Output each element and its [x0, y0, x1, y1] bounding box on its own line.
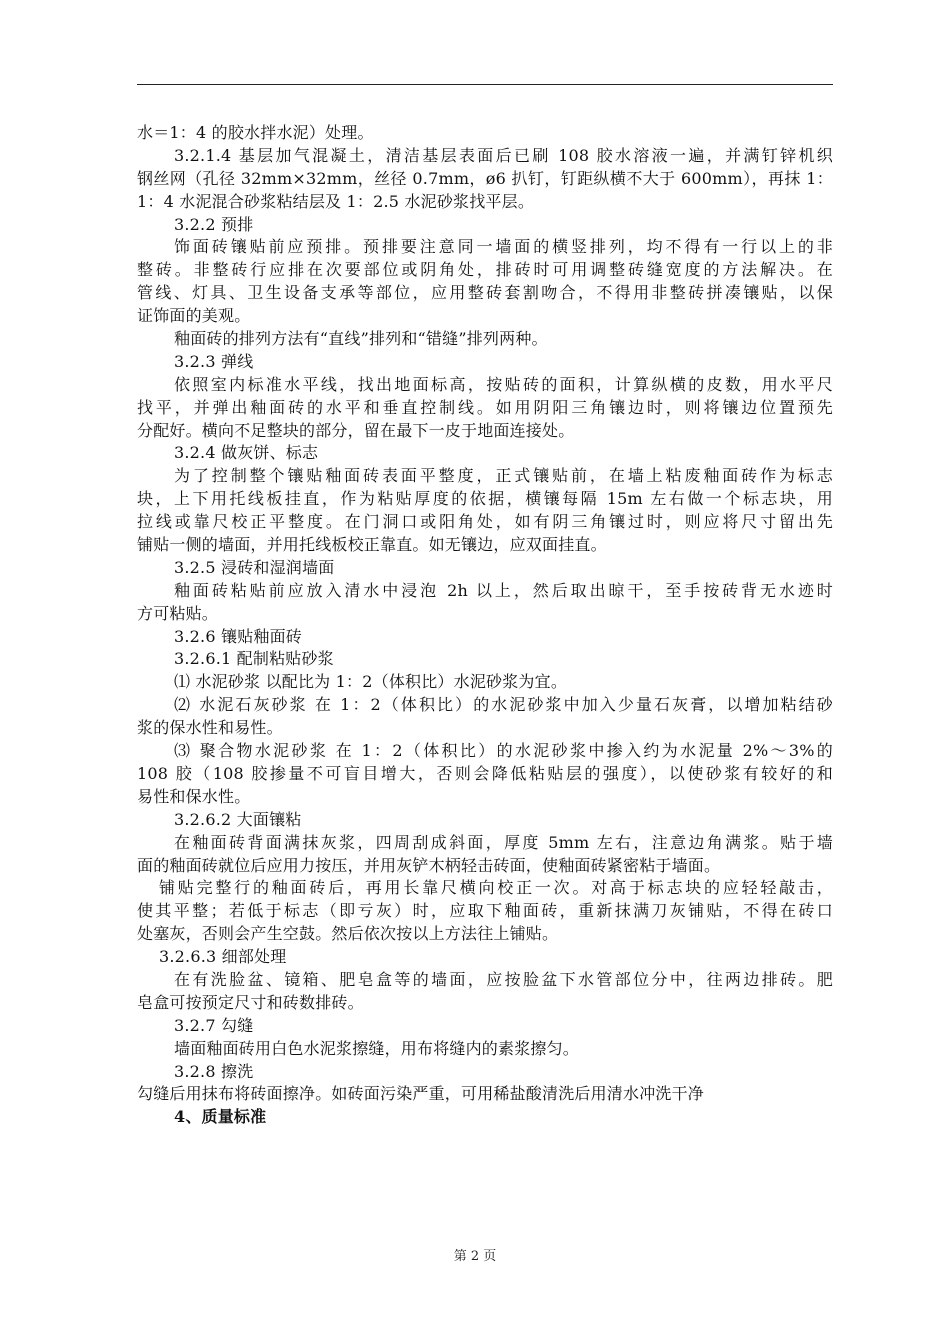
- header-rule: [137, 84, 833, 85]
- section-heading: 3.2.4 做灰饼、标志: [174, 443, 319, 463]
- text-line: 整砖。非整砖行应排在次要部位或阴角处，排砖时可用调整砖缝宽度的方法解决。在: [137, 260, 833, 280]
- text-line: 易性和保水性。: [137, 786, 251, 806]
- text-line: 依照室内标准水平线，找出地面标高，按贴砖的面积，计算纵横的皮数，用水平尺: [174, 374, 833, 394]
- chapter-heading: 4、质量标准: [174, 1107, 267, 1127]
- text-line: 108 胶（108 胶掺量不可盲目增大，否则会降低粘贴层的强度），以使砂浆有较好的和: [137, 763, 833, 783]
- text-line: 1：4 水泥混合砂浆粘结层及 1：2.5 水泥砂浆找平层。: [137, 191, 535, 211]
- text-line: 饰面砖镶贴前应预排。预排要注意同一墙面的横竖排列，均不得有一行以上的非: [174, 237, 833, 257]
- page-number-footer: 第 2 页: [453, 1249, 497, 1264]
- text-line: 釉面砖的排列方法有“直线”排列和“错缝”排列两种。: [174, 329, 548, 349]
- text-line: 钢丝网（孔径 32mm×32mm，丝径 0.7mm，ø6 扒钉，钉距纵横不大于 600mm），再抹 1：: [137, 168, 833, 188]
- text-line: 铺贴完整行的釉面砖后，再用长靠尺横向校正一次。对高于标志块的应轻轻敲击，: [159, 878, 833, 898]
- text-line: 方可粘贴。: [137, 603, 219, 623]
- text-line: 使其平整；若低于标志（即亏灰）时，应取下釉面砖，重新抹满刀灰铺贴，不得在砖口: [137, 901, 833, 921]
- text-line: 找平，并弹出釉面砖的水平和垂直控制线。如用阴阳三角镶边时，则将镶边位置预先: [137, 397, 833, 417]
- text-line: 勾缝后用抹布将砖面擦净。如砖面污染严重，可用稀盐酸清洗后用清水冲洗干净: [137, 1084, 705, 1104]
- section-heading: 3.2.5 浸砖和湿润墙面: [174, 557, 335, 577]
- list-item: ⑴ 水泥砂浆 以配比为 1：2（体积比）水泥砂浆为宜。: [174, 672, 568, 692]
- section-heading: 3.2.6.2 大面镶粘: [174, 809, 302, 829]
- section-heading: 3.2.7 勾缝: [174, 1015, 254, 1035]
- section-heading: 3.2.8 擦洗: [174, 1061, 254, 1081]
- text-line: 为了控制整个镶贴釉面砖表面平整度，正式镶贴前，在墙上粘废釉面砖作为标志: [174, 466, 833, 486]
- text-line: 在有洗脸盆、镜箱、肥皂盒等的墙面，应按脸盆下水管部位分中，往两边排砖。肥: [174, 969, 833, 989]
- section-heading: 3.2.6.1 配制粘贴砂浆: [174, 649, 334, 669]
- text-line: 皂盒可按预定尺寸和砖数排砖。: [137, 992, 364, 1012]
- text-line: 在釉面砖背面满抹灰浆，四周刮成斜面，厚度 5mm 左右，注意边角满浆。贴于墙: [174, 832, 833, 852]
- text-line: 浆的保水性和易性。: [137, 718, 283, 738]
- text-line: 拉线或靠尺校正平整度。在门洞口或阳角处，如有阴三角镶过时，则应将尺寸留出先: [137, 512, 833, 532]
- list-item: ⑵ 水泥石灰砂浆 在 1：2（体积比）的水泥砂浆中加入少量石灰膏，以增加粘结砂: [174, 695, 833, 715]
- text-line: 3.2.1.4 基层加气混凝土，清洁基层表面后已刷 108 胶水溶液一遍，并满钉锌机织: [174, 145, 833, 165]
- text-line: 管线、灯具、卫生设备支承等部位，应用整砖套割吻合，不得用非整砖拼凑镶贴，以保: [137, 283, 833, 303]
- text-line: 铺贴一侧的墙面，并用托线板校正靠直。如无镶边，应双面挂直。: [137, 535, 607, 555]
- section-heading: 3.2.2 预排: [174, 214, 254, 234]
- text-line: 块，上下用托线板挂直，作为粘贴厚度的依据，横镶每隔 15m 左右做一个标志块，用: [137, 489, 833, 509]
- body-text: [137, 122, 833, 1129]
- text-line: 证饰面的美观。: [137, 306, 251, 326]
- text-line: 釉面砖粘贴前应放入清水中浸泡 2h 以上，然后取出晾干，至手按砖背无水迹时: [174, 580, 833, 600]
- text-line: 分配好。横向不足整块的部分，留在最下一皮于地面连接处。: [137, 420, 575, 440]
- text-line: 处塞灰，否则会产生空鼓。然后依次按以上方法往上铺贴。: [137, 924, 559, 944]
- text-line: 水＝1：4 的胶水拌水泥）处理。: [137, 123, 374, 142]
- text-line: 墙面釉面砖用白色水泥浆擦缝，用布将缝内的素浆擦匀。: [174, 1038, 580, 1058]
- text-line: 面的釉面砖就位后应用力按压，并用灰铲木柄轻击砖面，使釉面砖紧密粘于墙面。: [137, 855, 721, 875]
- list-item: ⑶ 聚合物水泥砂浆 在 1：2（体积比）的水泥砂浆中掺入约为水泥量 2%～3%的: [174, 741, 833, 761]
- section-heading: 3.2.6 镶贴釉面砖: [174, 626, 302, 646]
- section-heading: 3.2.3 弹线: [174, 351, 254, 371]
- section-heading: 3.2.6.3 细部处理: [159, 947, 287, 967]
